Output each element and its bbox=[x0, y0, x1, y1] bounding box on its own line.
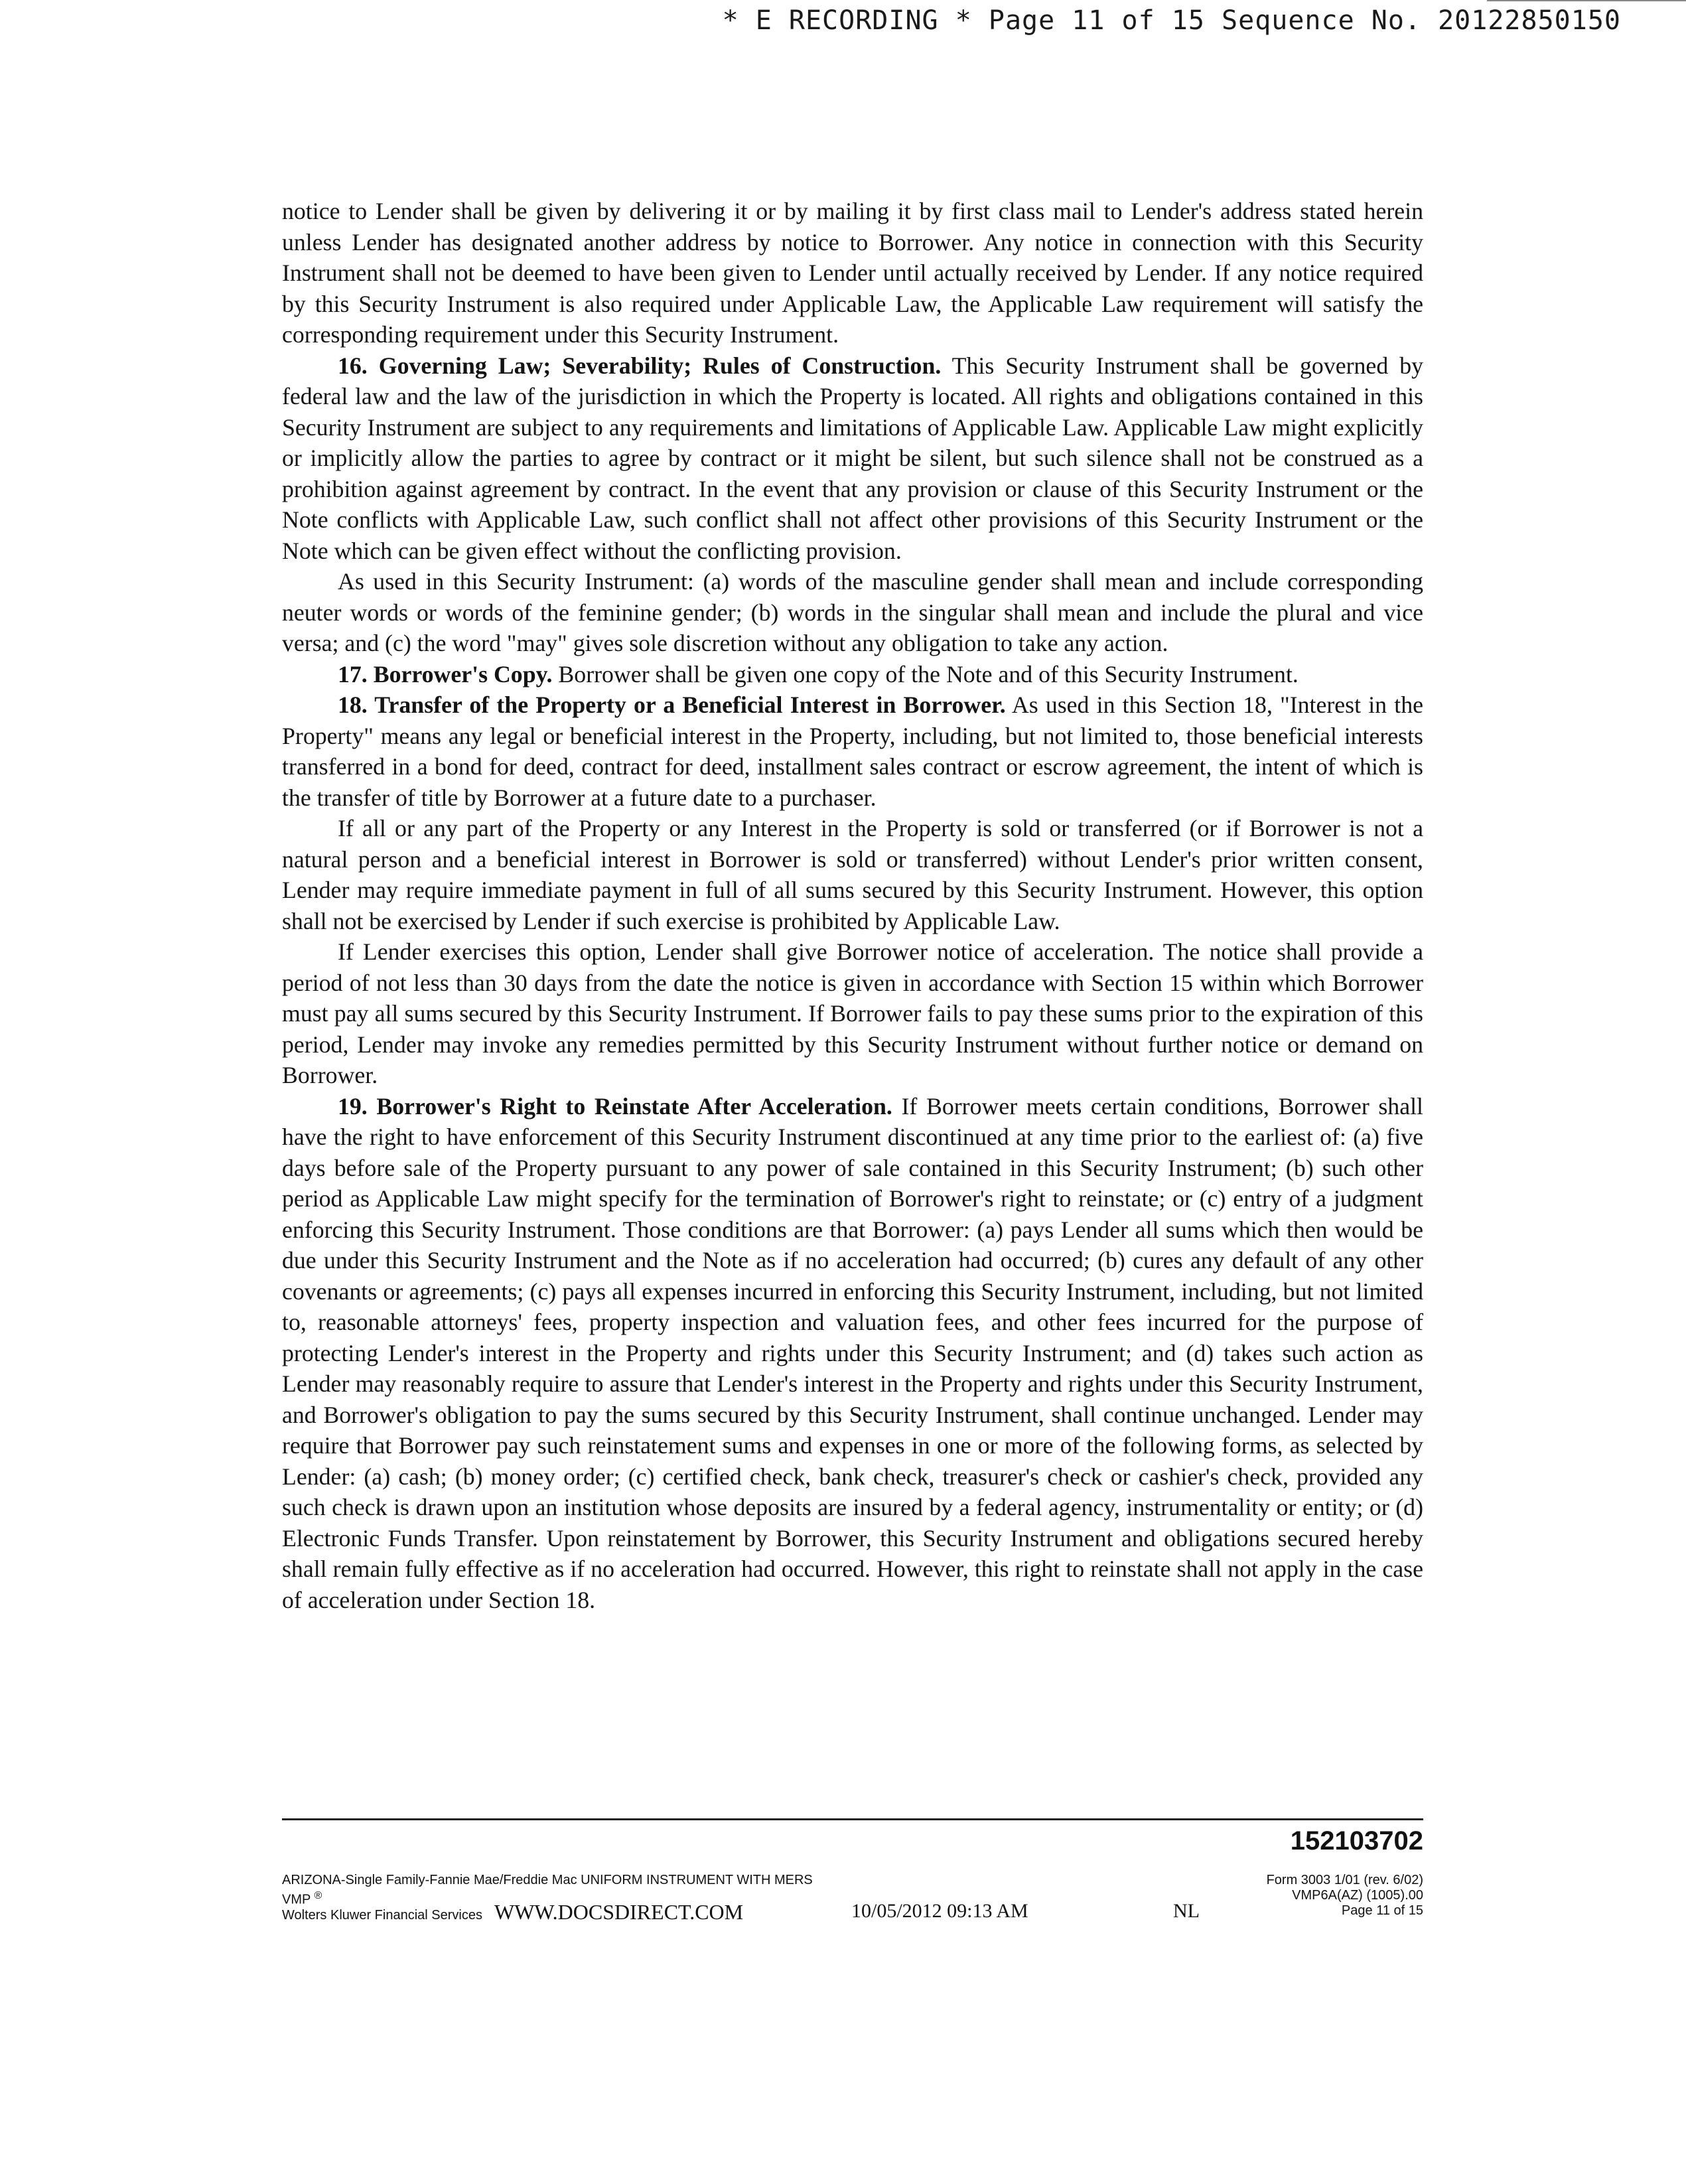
header-rule bbox=[1487, 0, 1686, 1]
section-18 bbox=[282, 690, 1423, 813]
stamp-datetime: 10/05/2012 09:13 AM bbox=[851, 1900, 1028, 1922]
document-body bbox=[282, 196, 1423, 1615]
stamp-initials: NL bbox=[1173, 1900, 1200, 1922]
footer-rule bbox=[282, 1818, 1423, 1820]
footer-form-number bbox=[1267, 1873, 1423, 1919]
section-19-text: If Borrower meets certain conditions, Borrower shall have the right to have enforcement of this Security Instrument discontinued at any time prior to the earliest of: (a) five days before sale of the Property pursuant to any power of sale contained in this Security Instrument; (b) such other period as Applicable Law might specify for the termination of Borrower's right to reinstate; or (c) entry of a judgment enforcing this Security Instrument. Those conditions are that Borrower: (a) pays Lender all sums which then would be due under this Security Instrument and the Note as if no acceleration had occurred; (b) cures any default of any other covenants or agreements; (c) pays all expenses incurred in enforcing this Security Instrument, including, but not limited to, reasonable attorneys' fees, property inspection and valuation fees, and other fees incurred for the purpose of protecting Lender's interest in the Property and rights under this Security Instrument; and (d) takes such action as Lender may reasonably require to assure that Lender's interest in the Property and rights under this Security Instrument, and Borrower's obligation to pay the sums secured by this Security Instrument, shall continue unchanged. Lender may require that Borrower pay such reinstatement sums and expenses in one or more of the following forms, as selected by Lender: (a) cash; (b) money order; (c) certified check, bank check, treasurer's check or cashier's check, provided any such check is drawn upon an institution whose deposits are insured by a federal agency, instrumentality or entity; or (d) Electronic Funds Transfer. Upon reinstatement by Borrower, this Security Instrument and obligations secured hereby shall remain fully effective as if no acceleration had occurred. However, this right to reinstate shall not apply in the case of acceleration under Section 18. bbox=[282, 1092, 1423, 1613]
section-19-heading: 19. Borrower's Right to Reinstate After Acceleration. bbox=[338, 1092, 892, 1120]
footer-publisher: Wolters Kluwer Financial Services bbox=[282, 1907, 482, 1923]
section-18-paragraph-3: If Lender exercises this option, Lender shall give Borrower notice of acceleration. The notice shall provide a period of not less than 30 days from the date the notice is given in accordance with Section 15 within which Borrower must pay all sums secured by this Security Instrument. If Borrower fails to pay these sums prior to the expiration of this period, Lender may invoke any remedies permitted by this Security Instrument without further notice or demand on Borrower. bbox=[282, 938, 1423, 1088]
section-18-paragraph-2: If all or any part of the Property or any Interest in the Property is sold or transferred (or if Borrower is not a natural person and a beneficial interest in Borrower is sold or transferred) without Lender's prior written consent, Lender may require immediate payment in full of all sums secured by this Security Instrument. However, this option shall not be exercised by Lender if such exercise is prohibited by Applicable Law. bbox=[282, 815, 1423, 934]
section-19 bbox=[282, 1091, 1423, 1616]
section-17 bbox=[282, 659, 1423, 690]
section-16-heading: 16. Governing Law; Severability; Rules of Construction. bbox=[338, 352, 942, 379]
loan-number: 152103702 bbox=[1290, 1826, 1423, 1856]
section-16 bbox=[282, 350, 1423, 567]
stamp-url: WWW.DOCSDIRECT.COM bbox=[494, 1900, 744, 1924]
footer-form-code: Form 3003 1/01 (rev. 6/02) bbox=[1266, 1873, 1423, 1887]
footer-form-title: ARIZONA-Single Family-Fannie Mae/Freddie Mac UNIFORM INSTRUMENT WITH MERS bbox=[282, 1873, 813, 1887]
section-16-paragraph-2: As used in this Security Instrument: (a) words of the masculine gender shall mean and include corresponding neuter words or words of the feminine gender; (b) words in the singular shall mean and include the plural and vice versa; and (c) the word "may" gives sole discretion without any obligation to take any action. bbox=[282, 568, 1423, 656]
registered-mark-icon: ® bbox=[314, 1890, 322, 1901]
section-18-heading: 18. Transfer of the Property or a Beneficial Interest in Borrower. bbox=[338, 692, 1006, 718]
section-16-text: This Security Instrument shall be governed by federal law and the law of the jurisdiction in which the Property is located. All rights and obligations contained in this Security Instrument are subject to any requirements and limitations of Applicable Law. Applicable Law might explicitly or implicitly allow the parties to agree by contract or it might be silent, but such silence shall not be construed as a prohibition against agreement by contract. In the event that any provision or clause of this Security Instrument or the Note conflicts with Applicable Law, such conflict shall not affect other provisions of this Security Instrument or the Note which can be given effect without the conflicting provision. bbox=[282, 352, 1424, 564]
footer-vmp-code: VMP6A(AZ) (1005).00 bbox=[1292, 1888, 1423, 1903]
section-17-heading: 17. Borrower's Copy. bbox=[338, 660, 553, 688]
recording-header: * E RECORDING * Page 11 of 15 Sequence No. 20122850150 bbox=[722, 5, 1621, 36]
section-17-text: Borrower shall be given one copy of the Note and of this Security Instrument. bbox=[552, 660, 1299, 688]
footer-vmp: VMP ® bbox=[282, 1890, 322, 1907]
section-18-text: As used in this Section 18, "Interest in the Property" means any legal or beneficial interest in the Property, including, but not limited to, those beneficial interests transferred in a bond for deed, contract for deed, installment sales contract or escrow agreement, the intent of which is the transfer of title by Borrower at a future date to a purchaser. bbox=[282, 692, 1423, 811]
footer-page-number: Page 11 of 15 bbox=[1341, 1903, 1423, 1918]
paragraph-notice-continued: notice to Lender shall be given by delivering it or by mailing it by first class mail to Lender's address stated herein unless Lender has designated another address by notice to Borrower. Any notice in connection with this Security Instrument shall not be deemed to have been given to Lender until actually received by Lender. If any notice required by this Security Instrument is also required under Applicable Law, the Applicable Law requirement will satisfy the corresponding requirement under this Security Instrument. bbox=[282, 198, 1423, 348]
